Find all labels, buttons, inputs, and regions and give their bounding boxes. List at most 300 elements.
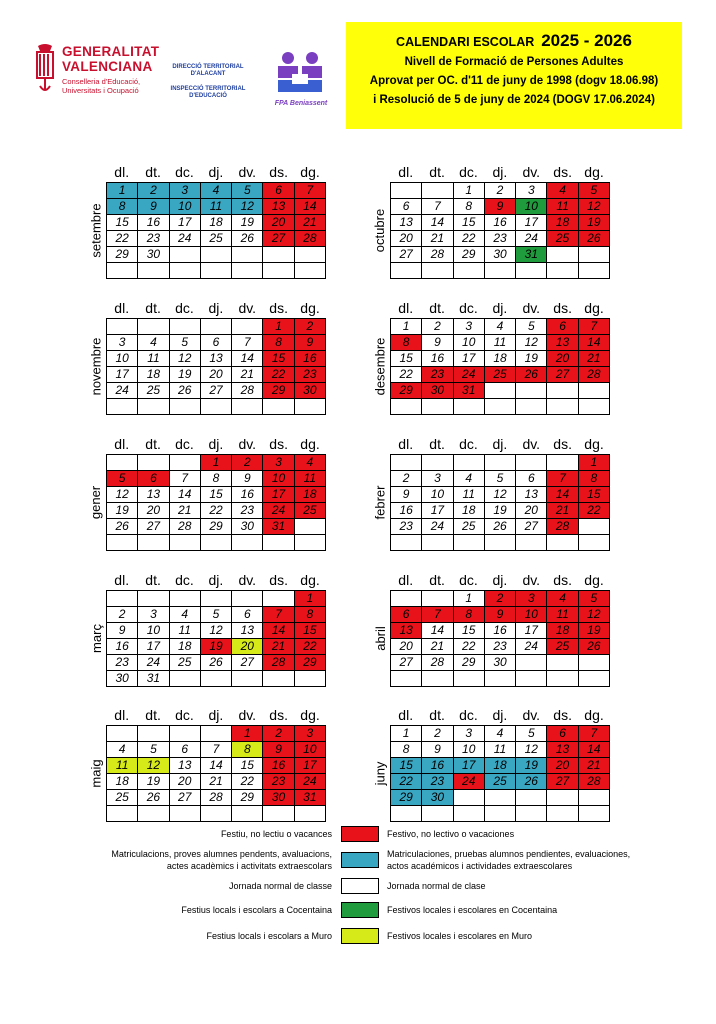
- day-cell: 10: [263, 471, 294, 487]
- day-cell: 5: [485, 471, 516, 487]
- day-cell: 27: [170, 790, 201, 806]
- day-cell: 28: [295, 231, 326, 247]
- day-cell: 9: [107, 623, 138, 639]
- empty-cell: [201, 591, 232, 607]
- empty-cell: [295, 535, 326, 551]
- empty-cell: [579, 535, 610, 551]
- month-grid: [390, 725, 610, 822]
- day-cell: 31: [295, 790, 326, 806]
- day-cell: 28: [422, 655, 453, 671]
- day-cell: 29: [391, 790, 422, 806]
- month-grid: [390, 590, 610, 687]
- empty-cell: [422, 399, 453, 415]
- weekday-label: dc.: [459, 707, 478, 723]
- day-cell: 30: [295, 383, 326, 399]
- day-cell: 3: [454, 726, 485, 742]
- day-cell: 27: [263, 231, 294, 247]
- month-name: setembre: [88, 202, 104, 258]
- day-cell: 8: [107, 199, 138, 215]
- generalitat-logo: [14, 30, 254, 122]
- day-cell: 8: [295, 607, 326, 623]
- day-cell: 18: [170, 639, 201, 655]
- day-cell: 20: [263, 215, 294, 231]
- day-cell: 17: [422, 503, 453, 519]
- empty-cell: [422, 455, 453, 471]
- empty-cell: [454, 263, 485, 279]
- day-cell: 14: [170, 487, 201, 503]
- weekday-label: dc.: [175, 572, 194, 588]
- day-cell: 28: [232, 383, 263, 399]
- day-cell: 24: [295, 774, 326, 790]
- empty-cell: [422, 671, 453, 687]
- empty-cell: [263, 671, 294, 687]
- day-cell: 11: [107, 758, 138, 774]
- month-grid: [106, 590, 326, 687]
- day-cell: 2: [232, 455, 263, 471]
- empty-cell: [391, 671, 422, 687]
- day-cell: 23: [391, 519, 422, 535]
- day-cell: 19: [516, 758, 547, 774]
- day-cell: 24: [454, 367, 485, 383]
- day-cell: 31: [263, 519, 294, 535]
- weekday-label: dt.: [429, 164, 445, 180]
- day-cell: 29: [263, 383, 294, 399]
- day-cell: 27: [547, 774, 578, 790]
- empty-cell: [295, 247, 326, 263]
- day-cell: 30: [138, 247, 169, 263]
- day-cell: 2: [107, 607, 138, 623]
- month-febrer: [370, 434, 610, 533]
- weekday-label: dt.: [145, 436, 161, 452]
- day-cell: 11: [454, 487, 485, 503]
- generalitat-name-1: GENERALITAT: [62, 44, 160, 59]
- empty-cell: [263, 591, 294, 607]
- day-cell: 6: [391, 607, 422, 623]
- empty-cell: [516, 790, 547, 806]
- weekday-label: dj.: [492, 164, 508, 180]
- day-cell: 5: [516, 726, 547, 742]
- day-cell: 2: [485, 183, 516, 199]
- month-grid: [106, 725, 326, 822]
- day-cell: 21: [201, 774, 232, 790]
- empty-cell: [454, 790, 485, 806]
- legend-label-ca: Matriculacions, proves alumnes pendents, avaluacions, actes acadèmics i activitats extraescolars: [111, 849, 332, 871]
- empty-cell: [516, 655, 547, 671]
- empty-cell: [422, 263, 453, 279]
- day-cell: 13: [201, 351, 232, 367]
- day-cell: 19: [485, 503, 516, 519]
- empty-cell: [107, 263, 138, 279]
- day-cell: 7: [422, 607, 453, 623]
- weekday-header: [106, 570, 326, 590]
- day-cell: 29: [201, 519, 232, 535]
- empty-cell: [485, 399, 516, 415]
- empty-cell: [422, 535, 453, 551]
- weekday-label: dv.: [522, 300, 541, 316]
- empty-cell: [547, 535, 578, 551]
- day-cell: 25: [138, 383, 169, 399]
- day-cell: 14: [579, 335, 610, 351]
- day-cell: 23: [485, 639, 516, 655]
- day-cell: 22: [232, 774, 263, 790]
- weekday-label: dc.: [459, 300, 478, 316]
- day-cell: 23: [295, 367, 326, 383]
- day-cell: 21: [579, 351, 610, 367]
- day-cell: 24: [170, 231, 201, 247]
- day-cell: 9: [138, 199, 169, 215]
- day-cell: 1: [391, 726, 422, 742]
- month-novembre: [86, 298, 326, 397]
- empty-cell: [391, 183, 422, 199]
- day-cell: 19: [138, 774, 169, 790]
- day-cell: 29: [391, 383, 422, 399]
- inspeccio-territorial: INSPECCIÓ TERRITORIAL D'EDUCACIÓ: [170, 86, 246, 99]
- legend-label-es: Festivos locales i escolares en Muro: [387, 931, 533, 941]
- empty-cell: [391, 535, 422, 551]
- empty-cell: [391, 399, 422, 415]
- day-cell: 14: [232, 351, 263, 367]
- month-name: juny: [372, 761, 388, 785]
- month-name: maig: [88, 758, 104, 788]
- empty-cell: [295, 671, 326, 687]
- empty-cell: [170, 535, 201, 551]
- day-cell: 7: [170, 471, 201, 487]
- day-cell: 10: [107, 351, 138, 367]
- empty-cell: [295, 519, 326, 535]
- empty-cell: [170, 806, 201, 822]
- empty-cell: [547, 383, 578, 399]
- weekday-label: dc.: [175, 164, 194, 180]
- empty-cell: [516, 806, 547, 822]
- day-cell: 28: [201, 790, 232, 806]
- empty-cell: [201, 671, 232, 687]
- empty-cell: [579, 399, 610, 415]
- weekday-label: dg.: [300, 707, 320, 723]
- day-cell: 22: [454, 231, 485, 247]
- day-cell: 25: [454, 519, 485, 535]
- weekday-label: ds.: [553, 300, 572, 316]
- day-cell: 15: [201, 487, 232, 503]
- weekday-label: dl.: [114, 436, 130, 452]
- day-cell: 1: [579, 455, 610, 471]
- empty-cell: [485, 806, 516, 822]
- day-cell: 10: [138, 623, 169, 639]
- empty-cell: [516, 671, 547, 687]
- day-cell: 28: [579, 774, 610, 790]
- weekday-label: dc.: [175, 707, 194, 723]
- weekday-label: dt.: [429, 436, 445, 452]
- day-cell: 9: [422, 742, 453, 758]
- day-cell: 11: [170, 623, 201, 639]
- day-cell: 12: [579, 199, 610, 215]
- day-cell: 11: [201, 199, 232, 215]
- day-cell: 5: [232, 183, 263, 199]
- weekday-label: ds.: [269, 707, 288, 723]
- day-cell: 19: [579, 215, 610, 231]
- day-cell: 20: [170, 774, 201, 790]
- fpa-logo: [270, 48, 332, 116]
- empty-cell: [107, 726, 138, 742]
- day-cell: 16: [263, 758, 294, 774]
- direccio-territorial: DIRECCIÓ TERRITORIAL D'ALACANT: [172, 64, 244, 77]
- day-cell: 12: [138, 758, 169, 774]
- empty-cell: [391, 455, 422, 471]
- weekday-label: dv.: [238, 707, 257, 723]
- empty-cell: [138, 263, 169, 279]
- empty-cell: [232, 247, 263, 263]
- day-cell: 24: [454, 774, 485, 790]
- day-cell: 28: [170, 519, 201, 535]
- weekday-label: dg.: [300, 572, 320, 588]
- weekday-label: dg.: [584, 572, 604, 588]
- day-cell: 3: [516, 591, 547, 607]
- day-cell: 10: [422, 487, 453, 503]
- day-cell: 9: [263, 742, 294, 758]
- day-cell: 22: [454, 639, 485, 655]
- weekday-label: dv.: [238, 164, 257, 180]
- day-cell: 6: [391, 199, 422, 215]
- day-cell: 9: [485, 199, 516, 215]
- day-cell: 3: [516, 183, 547, 199]
- day-cell: 4: [138, 335, 169, 351]
- day-cell: 30: [232, 519, 263, 535]
- empty-cell: [485, 790, 516, 806]
- day-cell: 26: [579, 231, 610, 247]
- title-years: 2025 - 2026: [541, 31, 632, 50]
- day-cell: 4: [547, 591, 578, 607]
- empty-cell: [579, 671, 610, 687]
- day-cell: 8: [454, 199, 485, 215]
- day-cell: 19: [107, 503, 138, 519]
- day-cell: 28: [263, 655, 294, 671]
- day-cell: 22: [201, 503, 232, 519]
- weekday-header: [106, 298, 326, 318]
- empty-cell: [201, 806, 232, 822]
- day-cell: 7: [547, 471, 578, 487]
- day-cell: 11: [485, 335, 516, 351]
- empty-cell: [170, 726, 201, 742]
- day-cell: 17: [170, 215, 201, 231]
- day-cell: 22: [295, 639, 326, 655]
- day-cell: 9: [391, 487, 422, 503]
- day-cell: 12: [516, 742, 547, 758]
- weekday-label: dg.: [584, 300, 604, 316]
- legend-swatch: [341, 878, 379, 894]
- day-cell: 12: [170, 351, 201, 367]
- day-cell: 3: [295, 726, 326, 742]
- legend-swatch: [341, 928, 379, 944]
- empty-cell: [201, 319, 232, 335]
- day-cell: 17: [454, 758, 485, 774]
- weekday-label: dl.: [114, 164, 130, 180]
- empty-cell: [547, 671, 578, 687]
- day-cell: 20: [391, 231, 422, 247]
- day-cell: 6: [138, 471, 169, 487]
- day-cell: 23: [232, 503, 263, 519]
- legend-swatch: [341, 852, 379, 868]
- day-cell: 13: [547, 742, 578, 758]
- month-grid: [390, 454, 610, 551]
- day-cell: 13: [170, 758, 201, 774]
- day-cell: 26: [232, 231, 263, 247]
- day-cell: 18: [295, 487, 326, 503]
- weekday-label: dv.: [238, 300, 257, 316]
- day-cell: 7: [579, 319, 610, 335]
- day-cell: 8: [454, 607, 485, 623]
- month-grid: [390, 318, 610, 415]
- empty-cell: [232, 591, 263, 607]
- day-cell: 10: [516, 199, 547, 215]
- day-cell: 20: [516, 503, 547, 519]
- day-cell: 7: [422, 199, 453, 215]
- weekday-label: dj.: [492, 436, 508, 452]
- weekday-label: dj.: [492, 300, 508, 316]
- day-cell: 7: [579, 726, 610, 742]
- month-name: desembre: [372, 337, 388, 395]
- day-cell: 20: [201, 367, 232, 383]
- day-cell: 18: [485, 758, 516, 774]
- day-cell: 25: [547, 231, 578, 247]
- day-cell: 11: [138, 351, 169, 367]
- day-cell: 27: [391, 247, 422, 263]
- day-cell: 6: [232, 607, 263, 623]
- empty-cell: [579, 655, 610, 671]
- month-name: abril: [372, 625, 388, 651]
- empty-cell: [170, 671, 201, 687]
- empty-cell: [454, 535, 485, 551]
- empty-cell: [232, 535, 263, 551]
- empty-cell: [454, 806, 485, 822]
- day-cell: 15: [391, 758, 422, 774]
- empty-cell: [201, 263, 232, 279]
- empty-cell: [454, 399, 485, 415]
- empty-cell: [201, 535, 232, 551]
- weekday-label: ds.: [553, 436, 572, 452]
- weekday-label: dg.: [300, 300, 320, 316]
- generalitat-name-2: VALENCIANA: [62, 59, 153, 74]
- day-cell: 13: [516, 487, 547, 503]
- day-cell: 30: [422, 383, 453, 399]
- day-cell: 26: [516, 367, 547, 383]
- weekday-header: [390, 298, 610, 318]
- legend-label-es: Jornada normal de clase: [387, 881, 486, 891]
- empty-cell: [263, 806, 294, 822]
- day-cell: 26: [579, 639, 610, 655]
- title-resolution: i Resolució de 5 de juny de 2024 (DOGV 17.06.2024): [373, 94, 655, 106]
- empty-cell: [516, 399, 547, 415]
- day-cell: 16: [391, 503, 422, 519]
- day-cell: 20: [391, 639, 422, 655]
- day-cell: 3: [454, 319, 485, 335]
- day-cell: 2: [138, 183, 169, 199]
- day-cell: 29: [295, 655, 326, 671]
- title-order: Aprovat per OC. d'11 de juny de 1998 (dogv 18.06.98): [369, 75, 659, 87]
- day-cell: 29: [232, 790, 263, 806]
- day-cell: 2: [295, 319, 326, 335]
- day-cell: 28: [579, 367, 610, 383]
- day-cell: 27: [391, 655, 422, 671]
- day-cell: 16: [107, 639, 138, 655]
- day-cell: 18: [547, 623, 578, 639]
- day-cell: 25: [295, 503, 326, 519]
- day-cell: 5: [107, 471, 138, 487]
- weekday-label: dj.: [208, 300, 224, 316]
- day-cell: 24: [263, 503, 294, 519]
- empty-cell: [107, 806, 138, 822]
- weekday-header: [106, 162, 326, 182]
- weekday-label: dt.: [429, 572, 445, 588]
- day-cell: 15: [263, 351, 294, 367]
- empty-cell: [579, 263, 610, 279]
- weekday-label: dt.: [429, 300, 445, 316]
- month-grid: [106, 318, 326, 415]
- empty-cell: [485, 535, 516, 551]
- day-cell: 26: [170, 383, 201, 399]
- day-cell: 19: [232, 215, 263, 231]
- weekday-label: dt.: [145, 707, 161, 723]
- day-cell: 10: [516, 607, 547, 623]
- day-cell: 15: [232, 758, 263, 774]
- day-cell: 23: [263, 774, 294, 790]
- day-cell: 11: [547, 199, 578, 215]
- empty-cell: [138, 591, 169, 607]
- day-cell: 19: [516, 351, 547, 367]
- day-cell: 20: [547, 351, 578, 367]
- day-cell: 2: [263, 726, 294, 742]
- day-cell: 13: [391, 623, 422, 639]
- month-març: [86, 570, 326, 685]
- day-cell: 7: [263, 607, 294, 623]
- day-cell: 24: [516, 639, 547, 655]
- day-cell: 13: [391, 215, 422, 231]
- weekday-header: [106, 434, 326, 454]
- empty-cell: [579, 247, 610, 263]
- month-name: febrer: [372, 485, 388, 519]
- day-cell: 26: [485, 519, 516, 535]
- day-cell: 20: [547, 758, 578, 774]
- weekday-label: ds.: [553, 164, 572, 180]
- day-cell: 3: [107, 335, 138, 351]
- day-cell: 18: [107, 774, 138, 790]
- empty-cell: [516, 455, 547, 471]
- month-name: gener: [88, 485, 104, 519]
- legend-swatch: [341, 902, 379, 918]
- empty-cell: [516, 383, 547, 399]
- weekday-header: [390, 162, 610, 182]
- empty-cell: [170, 399, 201, 415]
- empty-cell: [138, 319, 169, 335]
- day-cell: 6: [547, 319, 578, 335]
- empty-cell: [295, 263, 326, 279]
- empty-cell: [263, 535, 294, 551]
- month-name: novembre: [88, 337, 104, 395]
- weekday-label: dl.: [114, 572, 130, 588]
- day-cell: 27: [138, 519, 169, 535]
- weekday-label: dt.: [145, 300, 161, 316]
- day-cell: 5: [579, 591, 610, 607]
- day-cell: 16: [138, 215, 169, 231]
- weekday-header: [390, 705, 610, 725]
- weekday-label: dg.: [584, 436, 604, 452]
- empty-cell: [138, 455, 169, 471]
- day-cell: 23: [107, 655, 138, 671]
- empty-cell: [232, 806, 263, 822]
- day-cell: 22: [107, 231, 138, 247]
- day-cell: 8: [263, 335, 294, 351]
- day-cell: 14: [263, 623, 294, 639]
- day-cell: 21: [232, 367, 263, 383]
- day-cell: 18: [547, 215, 578, 231]
